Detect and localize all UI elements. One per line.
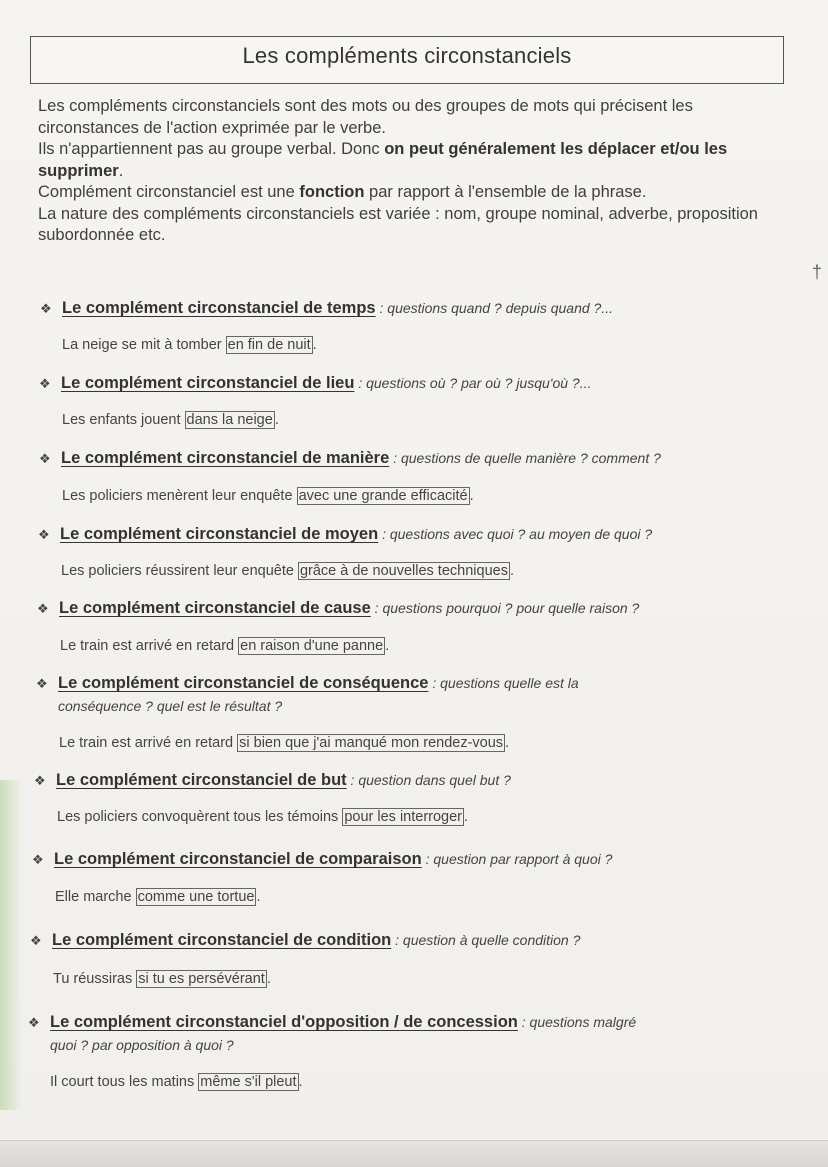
- bullet-icon: ❖: [28, 1015, 40, 1030]
- example-boxed-complement: si tu es persévérant: [138, 971, 265, 987]
- item-questions: : questions où ? par où ? jusqu'où ?...: [354, 375, 592, 391]
- example-text: La neige se mit à tomber: [62, 337, 226, 353]
- intro-line-3: [38, 182, 788, 204]
- item-heading: [32, 848, 612, 871]
- item-example: [60, 636, 389, 656]
- bullet-icon: ❖: [39, 376, 51, 391]
- item-heading: [39, 447, 661, 470]
- item-example: [59, 733, 509, 753]
- bullet-icon: ❖: [37, 601, 49, 616]
- bullet-icon: ❖: [34, 773, 46, 788]
- paper-edge-shadow: [0, 780, 22, 1110]
- example-boxed-complement: pour les interroger: [344, 809, 462, 825]
- item-label: Le complément circonstanciel de condition: [52, 931, 392, 949]
- example-text: Elle marche: [55, 889, 136, 905]
- intro-line-3-bold: fonction: [299, 183, 365, 201]
- item-heading: [39, 372, 591, 395]
- example-end: .: [298, 1074, 303, 1090]
- item-questions: : questions quelle est la: [428, 675, 579, 691]
- example-end: .: [266, 971, 271, 987]
- example-boxed-complement: si bien que j'ai manqué mon rendez-vous: [239, 735, 504, 751]
- example-boxed-complement: en raison d'une panne: [240, 638, 384, 654]
- example-end: .: [464, 809, 469, 825]
- example-boxed-complement: dans la neige: [186, 412, 273, 428]
- item-example: [50, 1072, 303, 1092]
- example-text: Les policiers convoquèrent tous les témoins: [57, 809, 343, 825]
- example-end: .: [256, 889, 261, 905]
- item-example: [55, 887, 261, 907]
- example-boxed-complement: en fin de nuit: [227, 337, 311, 353]
- item-example: [62, 335, 317, 355]
- intro-line-2-end: .: [118, 161, 124, 180]
- item-label: Le complément circonstanciel de manière: [61, 449, 390, 467]
- example-text: Le train est arrivé en retard: [60, 638, 239, 654]
- item-heading: [34, 769, 511, 792]
- bullet-icon: ❖: [30, 933, 42, 948]
- title-box: [30, 36, 784, 84]
- item-label: Le complément circonstanciel de conséquence: [58, 674, 429, 692]
- item-label: Le complément circonstanciel de cause: [59, 599, 371, 617]
- item-heading: [30, 929, 580, 952]
- item-example: [53, 969, 271, 989]
- item-example: [62, 486, 474, 506]
- intro-line-2-text: Ils n'appartiennent pas au groupe verbal. Donc: [38, 140, 385, 158]
- example-text: Tu réussiras: [53, 971, 137, 987]
- example-boxed-complement: grâce à de nouvelles techniques: [299, 563, 508, 579]
- intro-line-2: [38, 139, 788, 182]
- example-end: .: [505, 735, 510, 751]
- page-bottom-edge: [0, 1140, 828, 1167]
- example-text: Les enfants jouent: [62, 412, 185, 428]
- bullet-icon: ❖: [40, 301, 52, 316]
- bullet-icon: ❖: [39, 451, 51, 466]
- item-questions: : question dans quel but ?: [346, 772, 511, 788]
- item-questions: : questions quand ? depuis quand ?...: [375, 300, 614, 316]
- item-questions-continued: quoi ? par opposition à quoi ?: [50, 1037, 234, 1053]
- item-example: [61, 561, 514, 581]
- item-heading: [38, 523, 652, 546]
- item-heading: [40, 297, 613, 320]
- item-heading: [28, 1011, 748, 1056]
- example-text: Les policiers menèrent leur enquête: [62, 488, 297, 504]
- item-questions: : questions pourquoi ? pour quelle raison ?: [370, 600, 640, 616]
- item-questions: : question par rapport à quoi ?: [421, 851, 613, 867]
- example-end: .: [385, 638, 390, 654]
- example-end: .: [509, 563, 514, 579]
- item-heading: [37, 597, 639, 620]
- item-label: Le complément circonstanciel de comparaison: [54, 850, 422, 868]
- example-text: Les policiers réussirent leur enquête: [61, 563, 298, 579]
- margin-mark: †: [812, 262, 823, 282]
- example-boxed-complement: comme une tortue: [137, 889, 255, 905]
- item-label: Le complément circonstanciel de moyen: [60, 525, 379, 543]
- example-boxed-complement: avec une grande efficacité: [298, 488, 468, 504]
- example-end: .: [274, 412, 279, 428]
- bullet-icon: ❖: [32, 852, 44, 867]
- item-label: Le complément circonstanciel de lieu: [61, 374, 355, 392]
- item-heading: [36, 672, 736, 717]
- item-example: [62, 410, 279, 430]
- intro-line-3-end: par rapport à l'ensemble de la phrase.: [364, 183, 647, 201]
- example-end: .: [312, 337, 317, 353]
- item-questions: : question à quelle condition ?: [391, 932, 581, 948]
- item-questions-continued: conséquence ? quel est le résultat ?: [58, 698, 283, 714]
- item-questions: : questions avec quoi ? au moyen de quoi ?: [378, 526, 653, 542]
- intro-line-1: Les compléments circonstanciels sont des mots ou des groupes de mots qui précisent les circonstances de l'action exprimée par le verbe.: [38, 97, 693, 137]
- example-boxed-complement: même s'il pleut: [200, 1074, 297, 1090]
- intro-line-3-text: Complément circonstanciel est une: [38, 183, 300, 201]
- item-example: [57, 807, 468, 827]
- intro-line-2-bold: on peut généralement les déplacer et/ou les supprimer: [38, 140, 728, 180]
- bullet-icon: ❖: [36, 676, 48, 691]
- item-questions: : questions malgré: [517, 1014, 637, 1030]
- example-end: .: [469, 488, 474, 504]
- intro-line-4: La nature des compléments circonstanciels est variée : nom, groupe nominal, adverbe, proposition subordonnée etc.: [38, 204, 758, 244]
- item-questions: : questions de quelle manière ? comment ?: [389, 450, 661, 466]
- item-label: Le complément circonstanciel de but: [56, 771, 347, 789]
- item-label: Le complément circonstanciel de temps: [62, 299, 376, 317]
- example-text: Le train est arrivé en retard: [59, 735, 238, 751]
- intro-paragraph: [38, 96, 788, 247]
- item-label: Le complément circonstanciel d'opposition / de concession: [50, 1013, 518, 1031]
- example-text: Il court tous les matins: [50, 1074, 199, 1090]
- page-title: Les compléments circonstanciels: [242, 43, 572, 68]
- bullet-icon: ❖: [38, 527, 50, 542]
